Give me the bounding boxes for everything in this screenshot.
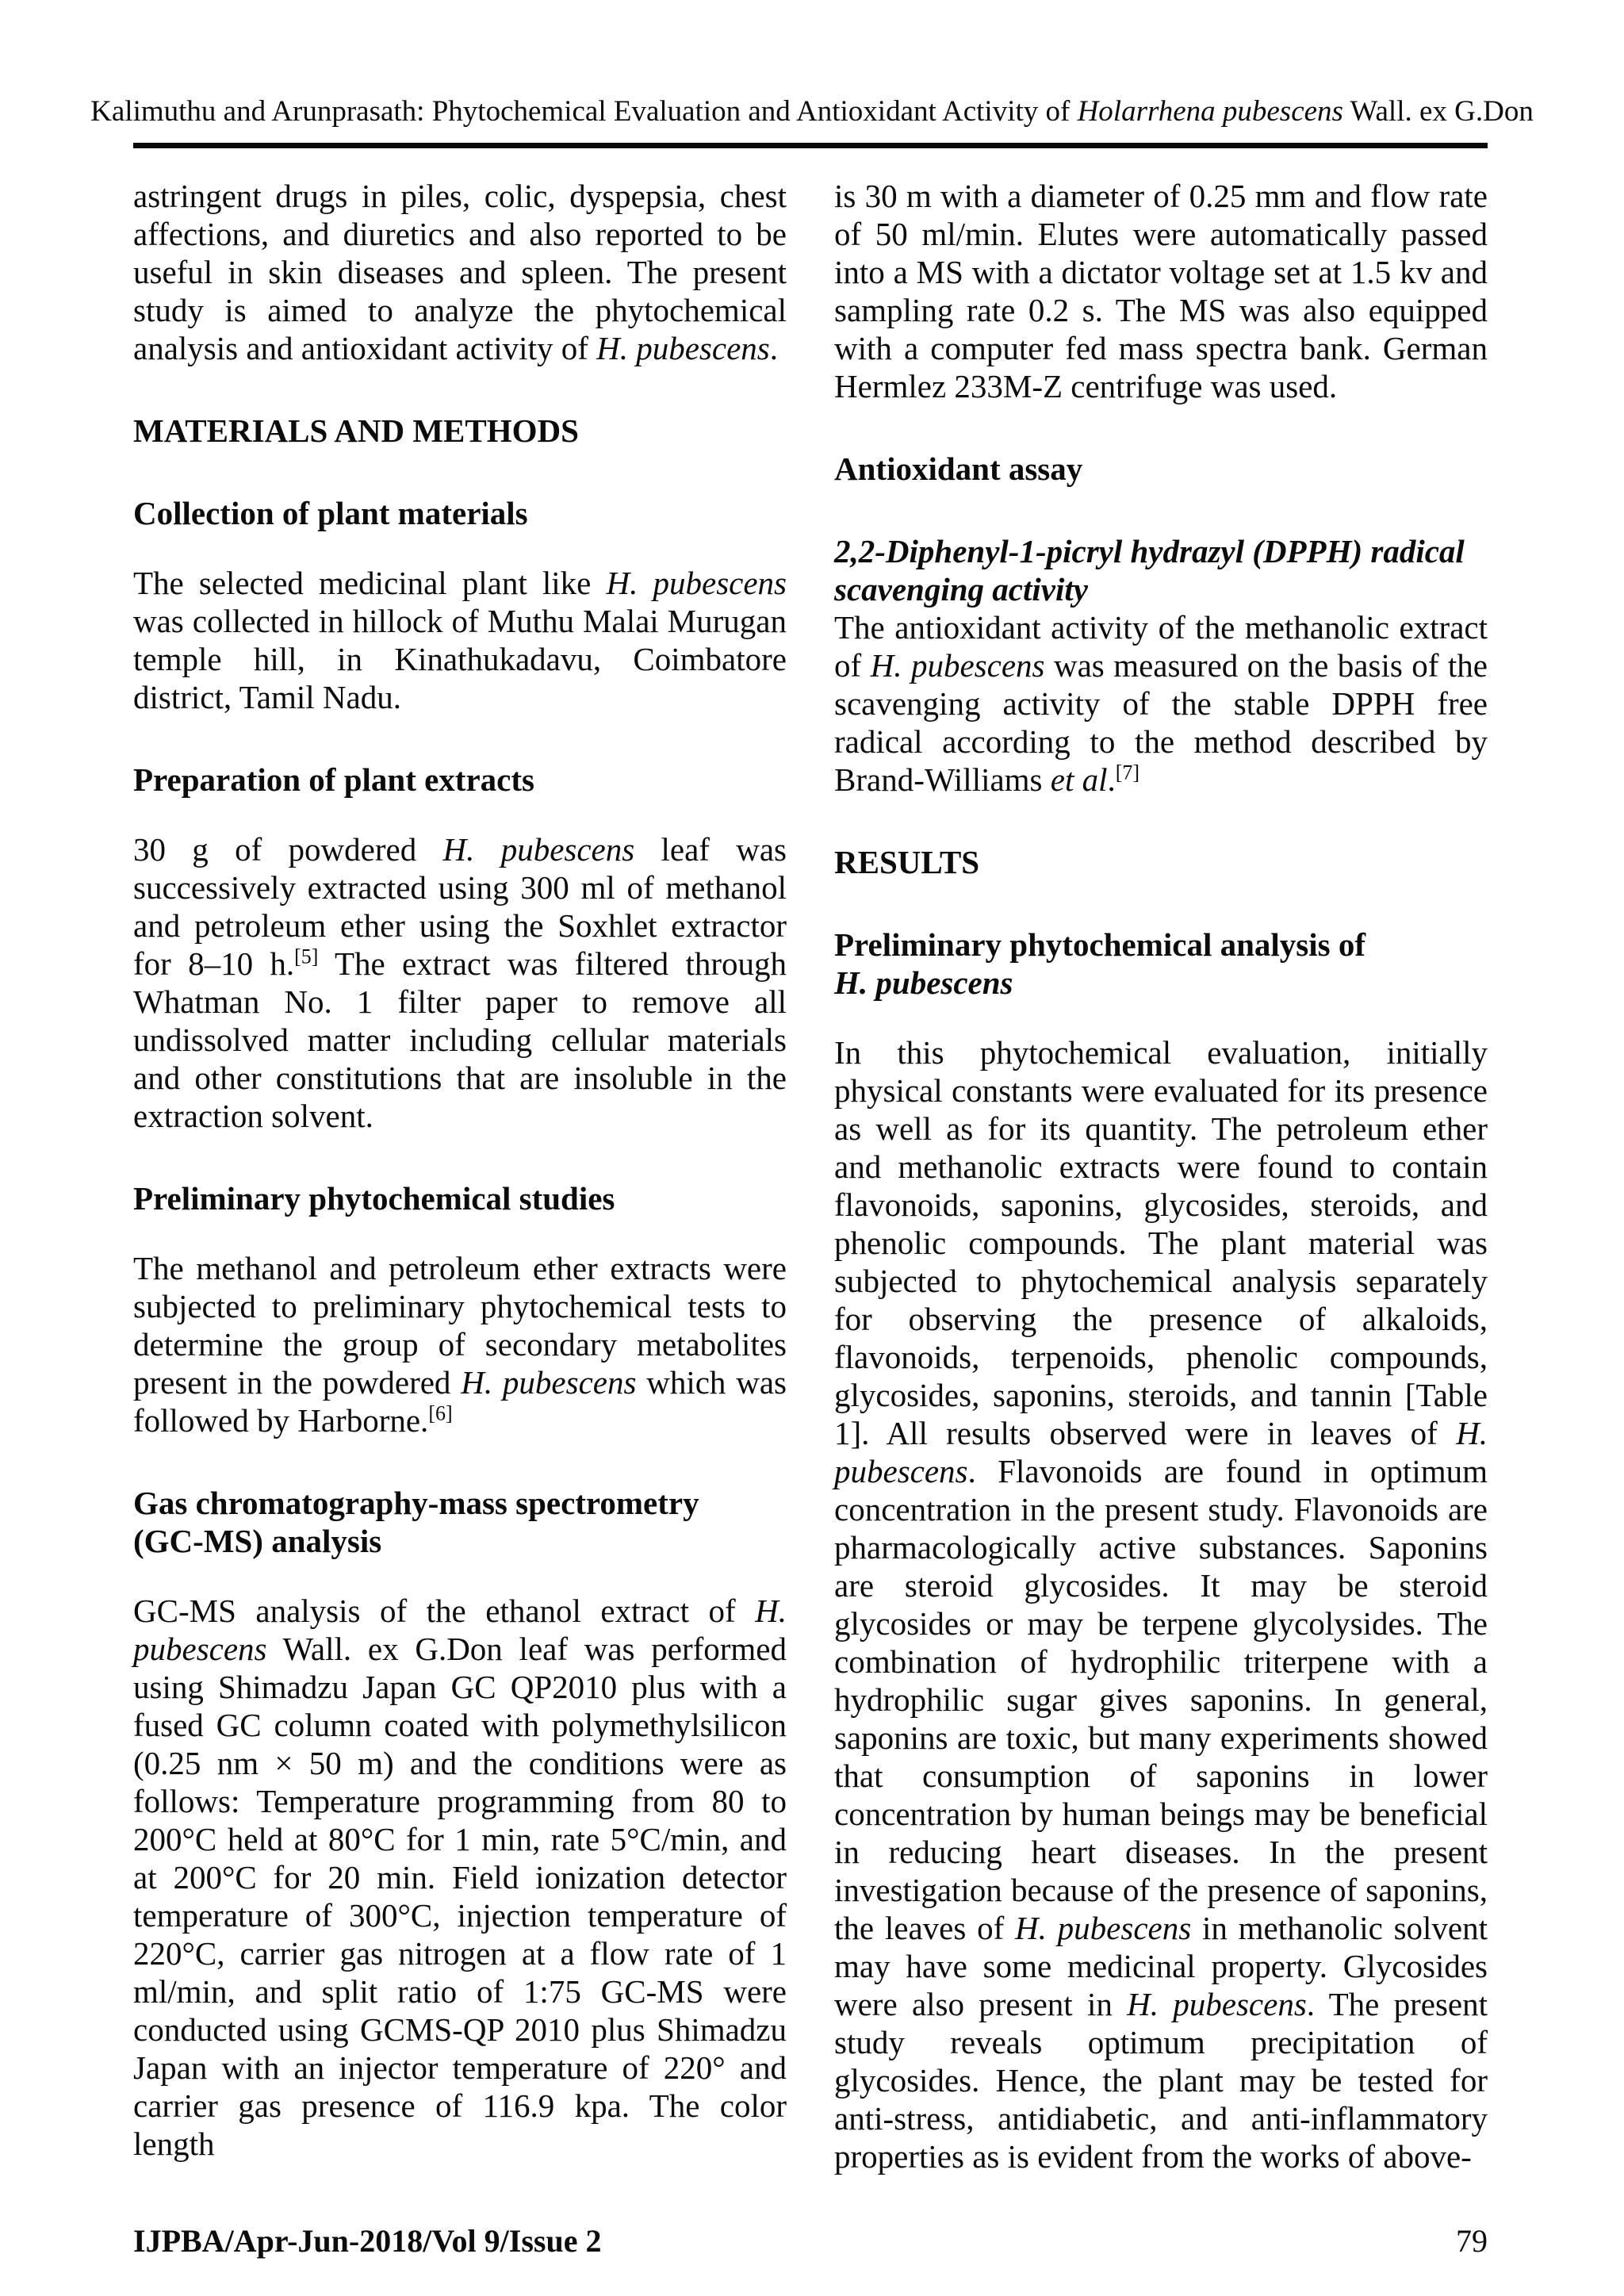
page-number: 79 [1456,2223,1488,2259]
reference-marker: [7] [1115,761,1140,784]
text-segment: H. pubescens [606,565,787,601]
text-segment: The extract was filtered through Whatman No. 1 filter paper to remove all undissolved matter including cellular materials and other constitutions that are insoluble in the extraction solvent. [133,945,787,1134]
text-segment: Wall. ex G.Don [1342,95,1534,128]
text-segment: was measured on the basis of the scavenging activity of the stable DPPH free radical according to the method described by Brand-Williams [834,647,1488,798]
text-segment: H. pubescens [133,1593,787,1667]
text-segment: Preparation of plant extracts [133,761,534,798]
heading-preliminary-phytochemical-analysis [834,926,1488,1002]
right-column [834,177,1488,2175]
text-segment: H. pubescens [442,831,635,868]
text-segment: Gas chromatography-mass spectrometry [133,1485,699,1521]
text-segment: leaf was successively extracted using 300 ml of methanol and petroleum ether using the Soxhlet extractor for 8–10 h. [133,831,787,982]
text-segment: RESULTS [834,844,980,880]
text-segment: 2,2-Diphenyl-1-picryl hydrazyl (DPPH) radical [834,533,1465,569]
text-segment: The methanol and petroleum ether extracts were subjected to preliminary phytochemical tests to determine the group of secondary metabolites present in the powdered [133,1250,787,1401]
intro-paragraph [133,177,787,367]
text-segment: astringent drugs in piles, colic, dyspepsia, chest affections, and diuretics and also reported to be useful in skin diseases and spleen. The present study is aimed to analyze the phytochemical analysis and antioxidant activity of [133,178,787,366]
heading-results [834,843,1488,881]
reference-marker: [5] [294,945,319,968]
reference-marker: [6] [428,1401,453,1425]
text-segment: (GC-MS) analysis [133,1523,382,1559]
running-head [0,0,1624,128]
text-segment: scavenging activity [834,571,1088,608]
text-segment: Antioxidant assay [834,450,1083,487]
text-segment: H. pubescens [1127,1986,1307,2022]
gcms-paragraph [133,1592,787,2163]
gcms-continuation-paragraph [834,177,1488,405]
text-segment: In this phytochemical evaluation, initially physical constants were evaluated for its presence as well as for its quantity. The petroleum ether and methanolic extracts were found to contain flavonoids, saponins, glycosides, steroids, and phenolic compounds. The plant material was subjected to phytochemical analysis separately for observing the presence of alkaloids, flavonoids, terpenoids, phenolic compounds, glycosides, saponins, steroids, and tannin [Table 1]. All results observed were in leaves of [834,1034,1488,1451]
text-segment: MATERIALS AND METHODS [133,412,579,449]
text-segment: H. pubescens [596,330,770,366]
text-segment: Holarrhena pubescens [1077,95,1343,128]
text-segment: . Flavonoids are found in optimum concentration in the present study. Flavonoids are pharmacologically active substances. Saponins are steroid glycosides. It may be steroid glycosides or may be terpene glycolysides. The combination of hydrophilic triterpene with a hydrophilic sugar gives saponins. In general, saponins are toxic, but many experiments showed that consumption of saponins in lower concentration by human beings may be beneficial in reducing heart diseases. In the present investigation because of the presence of saponins, the leaves of [834,1453,1488,1946]
results-paragraph [834,1033,1488,2175]
heading-materials-and-methods [133,412,787,450]
left-column [133,177,787,2175]
heading-collection-of-plant-materials [133,494,787,532]
footer [133,2223,1488,2260]
text-segment: which was followed by Harborne. [133,1364,787,1439]
text-segment: . The present study reveals optimum precipitation of glycosides. Hence, the plant may be tested for anti-stress, antidiabetic, and anti-inflammatory properties as is evident from the works of above- [834,1986,1488,2175]
preparation-paragraph [133,830,787,1135]
text-segment: was collected in hillock of Muthu Malai Murugan temple hill, in Kinathukadavu, Coimbatore district, Tamil Nadu. [133,603,787,715]
text-segment: is 30 m with a diameter of 0.25 mm and flow rate of 50 ml/min. Elutes were automatically passed into a MS with a dictator voltage set at 1.5 kv and sampling rate 0.2 s. The MS was also equipped with a computer fed mass spectra bank. German Hermlez 233M-Z centrifuge was used. [834,178,1488,404]
text-segment: Preliminary phytochemical analysis of [834,926,1366,963]
text-segment: 30 g of powdered [133,831,443,868]
text-segment: The antioxidant activity of the methanolic extract of [834,609,1488,684]
text-segment: et al [1050,761,1108,798]
text-segment: Collection of plant materials [133,495,528,531]
text-segment: H. pubescens [461,1364,637,1401]
text-segment: H. pubescens [834,1415,1488,1489]
text-segment: Preliminary phytochemical studies [133,1180,615,1217]
text-segment: in methanolic solvent may have some medicinal property. Glycosides were also present in [834,1910,1488,2022]
text-segment: Wall. ex G.Don leaf was performed using Shimadzu Japan GC QP2010 plus with a fused GC column coated with polymethylsilicon (0.25 nm × 50 m) and the conditions were as follows: Temperature programming from 80 to 200°C held at 80°C for 1 min, rate 5°C/min, and at 200°C for 20 min. Field ionization detector temperature of 300°C, injection temperature of 220°C, carrier gas nitrogen at a flow rate of 1 ml/min, and split ratio of 1:75 GC-MS were conducted using GCMS-QP 2010 plus Shimadzu Japan with an injector temperature of 220° and carrier gas presence of 116.9 kpa. The color length [133,1631,787,2162]
text-segment: H. pubescens [1015,1910,1192,1946]
text-segment: The selected medicinal plant like [133,565,607,601]
text-segment: Kalimuthu and Arunprasath: Phytochemical Evaluation and Antioxidant Activity of [90,95,1078,128]
journal-info: IJPBA/Apr-Jun-2018/Vol 9/Issue 2 [133,2223,602,2259]
heading-dpph-scavenging-activity [834,532,1488,608]
heading-preparation-of-plant-extracts [133,761,787,799]
preliminary-studies-paragraph [133,1249,787,1439]
heading-gcms-analysis [133,1484,787,1560]
collection-paragraph [133,564,787,716]
text-segment: GC-MS analysis of the ethanol extract of [133,1593,756,1629]
dpph-paragraph [834,608,1488,799]
text-segment: . [1107,761,1116,798]
header-rule [133,143,1488,148]
text-segment: H. pubescens [870,647,1045,684]
page-body [0,148,1624,2175]
heading-preliminary-phytochemical-studies [133,1179,787,1217]
text-segment: . [769,330,778,366]
text-segment: H. pubescens [834,964,1013,1001]
heading-antioxidant-assay [834,450,1488,488]
